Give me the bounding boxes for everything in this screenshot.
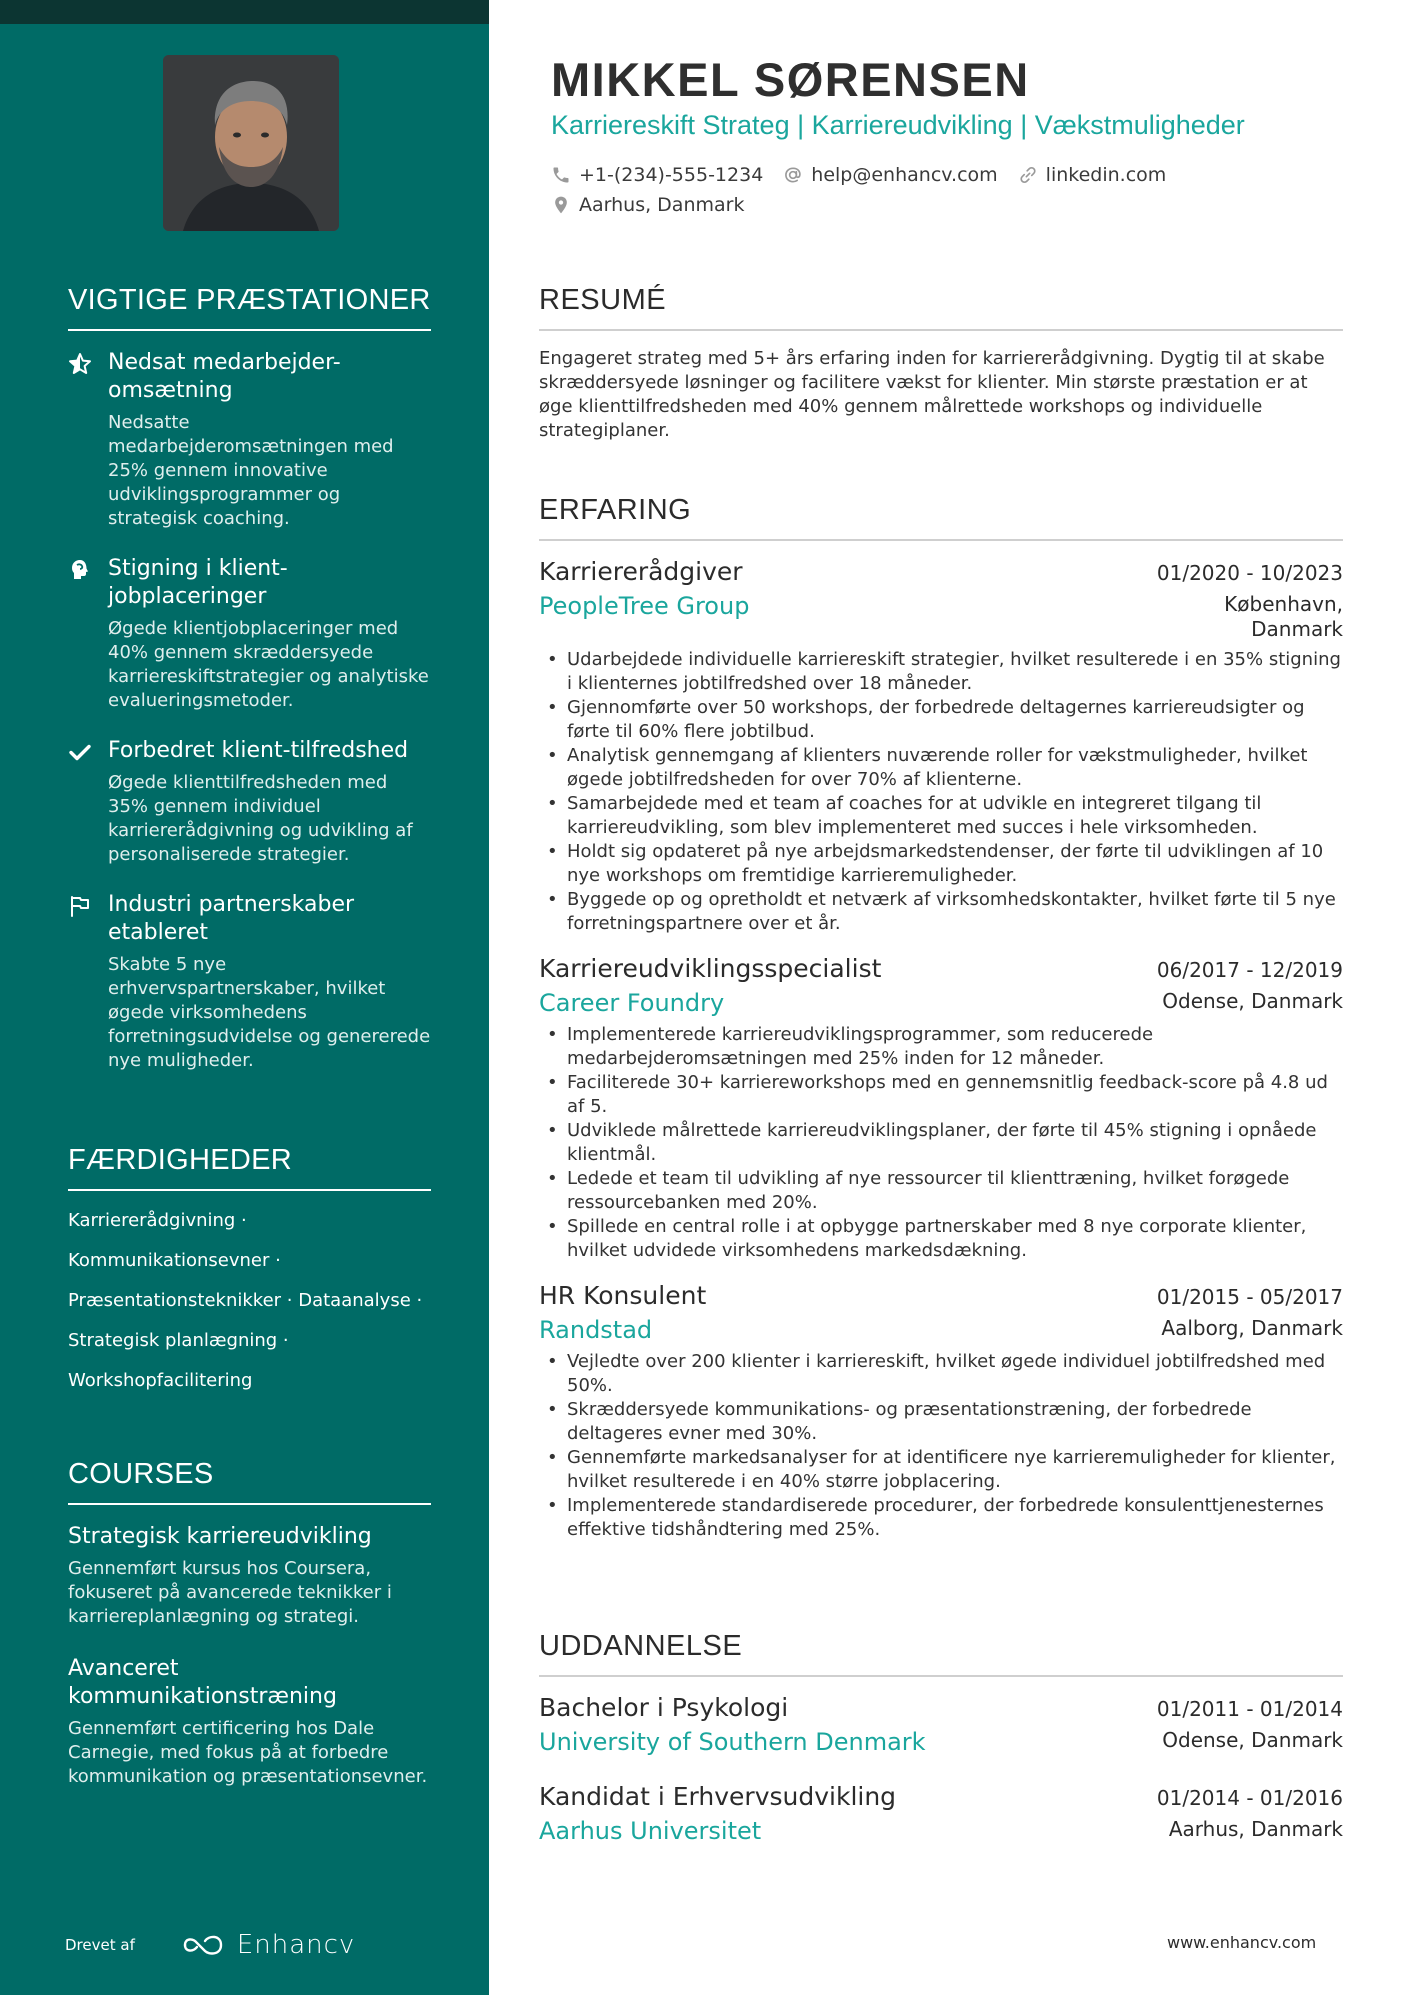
courses-heading: COURSES bbox=[68, 1458, 431, 1505]
achievement-title: Forbedret klient-tilfredshed bbox=[108, 738, 409, 763]
job-dates: 01/2015 - 05/2017 bbox=[1156, 1285, 1343, 1309]
job-title: Karriererådgiver bbox=[539, 557, 743, 586]
education-section bbox=[539, 1630, 1343, 1871]
achievement-title: Nedsat medarbejder-omsætning bbox=[108, 350, 341, 403]
job-entry bbox=[539, 1281, 1343, 1542]
job-location bbox=[1224, 592, 1343, 642]
achievements-section bbox=[68, 284, 431, 1097]
enhancv-logo-icon bbox=[181, 1933, 227, 1957]
sidebar bbox=[0, 0, 489, 1995]
achievement-description: Øgede klientjobplaceringer med 40% gennem skræddersyede karriereskiftstrategier og analytiske evalueringsmetoder. bbox=[108, 618, 429, 711]
phone-text: +1-(234)-555-1234 bbox=[579, 164, 764, 186]
achievement-description: Nedsatte medarbejderomsætningen med 25% gennem innovative udviklingsprogrammer og strategisk coaching. bbox=[108, 412, 394, 529]
skill-item: Workshopfacilitering bbox=[68, 1370, 253, 1391]
location-pin-icon bbox=[551, 195, 571, 215]
skills-section bbox=[68, 1144, 431, 1409]
experience-section bbox=[539, 494, 1343, 1560]
job-title: Karriereudviklingsspecialist bbox=[539, 954, 882, 983]
job-title: HR Konsulent bbox=[539, 1281, 707, 1310]
education-dates: 01/2011 - 01/2014 bbox=[1156, 1697, 1343, 1721]
education-heading: UDDANNELSE bbox=[539, 1630, 1343, 1677]
job-dates: 06/2017 - 12/2019 bbox=[1156, 958, 1343, 982]
job-bullets bbox=[539, 648, 1343, 936]
job-bullet: • Gjennomførte over 50 workshops, der forbedrede deltagernes karriereudsigter og førte til 60% flere jobtilbud. bbox=[567, 696, 1343, 744]
education-degree: Bachelor i Psykologi bbox=[539, 1693, 789, 1722]
powered-by-label: Drevet af bbox=[65, 1936, 135, 1954]
skill-item: Strategisk planlægning · bbox=[68, 1330, 289, 1351]
skill-item: Præsentationsteknikker · Dataanalyse · bbox=[68, 1290, 423, 1311]
star-half-icon bbox=[68, 352, 92, 376]
footer-url[interactable]: www.enhancv.com bbox=[1167, 1933, 1317, 1952]
job-bullet: • Samarbejdede med et team af coaches for at udvikle en integreret tilgang til karriereudvikling, som blev implementeret med succes i hele virksomheden. bbox=[567, 792, 1343, 840]
course-item bbox=[68, 1523, 431, 1629]
location-contact bbox=[551, 194, 744, 216]
skills-list bbox=[68, 1209, 431, 1393]
job-bullet: • Implementerede standardiserede procedurer, der forbedrede konsulenttjenesternes effektive tidshåndtering med 25%. bbox=[567, 1494, 1343, 1542]
education-location: Odense, Danmark bbox=[1162, 1728, 1343, 1752]
job-bullet: • Gennemførte markedsanalyser for at identificere nye karrieremuligheder for klienter, hvilket resulterede i en 40% større jobplacering. bbox=[567, 1446, 1343, 1494]
job-bullet: • Spillede en central rolle i at opbygge partnerskaber med 8 nye corporate klienter, hvilket udvidede virksomhedens markedsdækning. bbox=[567, 1215, 1343, 1263]
email-text: help@enhancv.com bbox=[811, 164, 998, 186]
candidate-name: MIKKEL SØRENSEN bbox=[551, 53, 1030, 106]
profile-photo bbox=[163, 55, 339, 231]
linkedin-contact[interactable] bbox=[1018, 164, 1167, 186]
job-entry bbox=[539, 954, 1343, 1263]
skills-heading: FÆRDIGHEDER bbox=[68, 1144, 431, 1191]
course-title: Avanceret kommunikationstræning bbox=[68, 1656, 337, 1709]
linkedin-text: linkedin.com bbox=[1045, 164, 1167, 186]
check-icon bbox=[68, 740, 92, 764]
course-item bbox=[68, 1655, 431, 1789]
skill-item: Karriererådgivning · bbox=[68, 1210, 247, 1231]
job-bullet: • Udviklede målrettede karriereudviklingsplaner, der førte til 45% stigning i opnåede klientmål. bbox=[567, 1119, 1343, 1167]
skill-item: Kommunikationsevner · bbox=[68, 1250, 281, 1271]
education-entry bbox=[539, 1782, 1343, 1845]
location-text: Aarhus, Danmark bbox=[579, 194, 745, 216]
job-bullet: • Vejledte over 200 klienter i karriereskift, hvilket øgede individuel jobtilfredshed med 50%. bbox=[567, 1350, 1343, 1398]
job-bullet: • Udarbejdede individuelle karriereskift strategier, hvilket resulterede i en 35% stigning i klienternes jobtilfredshed over 18 måneder. bbox=[567, 648, 1343, 696]
course-title: Strategisk karriereudvikling bbox=[68, 1524, 372, 1549]
education-school: University of Southern Denmark bbox=[539, 1728, 926, 1756]
achievement-description: Skabte 5 nye erhvervspartnerskaber, hvilket øgede virksomhedens forretningsudvidelse og genererede nye muligheder. bbox=[108, 954, 431, 1071]
job-bullet: • Byggede op og opretholdt et netværk af virksomhedskontakter, hvilket førte til 5 nye forretningspartnere over et år. bbox=[567, 888, 1343, 936]
link-icon bbox=[1018, 165, 1038, 185]
job-bullets bbox=[539, 1350, 1343, 1542]
job-dates: 01/2020 - 10/2023 bbox=[1156, 561, 1343, 585]
phone-icon bbox=[551, 165, 571, 185]
course-description: Gennemført kursus hos Coursera, fokuseret på avancerede teknikker i karriereplanlægning og strategi. bbox=[68, 1558, 392, 1627]
summary-section bbox=[539, 284, 1343, 443]
job-location-line: Danmark bbox=[1251, 617, 1343, 641]
at-icon bbox=[783, 165, 803, 185]
job-bullet: • Analytisk gennemgang af klienters nuværende roller for vækstmuligheder, hvilket øgede jobtilfredsheden for over 70% af klienterne. bbox=[567, 744, 1343, 792]
education-school: Aarhus Universitet bbox=[539, 1817, 762, 1845]
job-bullet: • Skræddersyede kommunikations- og præsentationstræning, der forbedrede deltageres evner med 30%. bbox=[567, 1398, 1343, 1446]
courses-section bbox=[68, 1458, 431, 1815]
education-dates: 01/2014 - 01/2016 bbox=[1156, 1786, 1343, 1810]
achievements-heading: VIGTIGE PRÆSTATIONER bbox=[68, 284, 431, 331]
job-company: PeopleTree Group bbox=[539, 592, 750, 620]
achievement-item bbox=[68, 555, 431, 713]
achievement-description: Øgede klienttilfredsheden med 35% gennem individuel karriererådgivning og udvikling af personaliserede strategier. bbox=[108, 772, 413, 865]
job-company: Randstad bbox=[539, 1316, 653, 1344]
job-company: Career Foundry bbox=[539, 989, 725, 1017]
achievement-title: Stigning i klient-jobplaceringer bbox=[108, 556, 288, 609]
achievement-item bbox=[68, 737, 431, 867]
job-location: Aalborg, Danmark bbox=[1161, 1316, 1343, 1340]
education-entry bbox=[539, 1693, 1343, 1756]
job-bullet: • Faciliterede 30+ karriereworkshops med en gennemsnitlig feedback-score på 4.8 ud af 5. bbox=[567, 1071, 1343, 1119]
candidate-tagline: Karriereskift Strateg | Karriereudvikling | Vækstmuligheder bbox=[551, 110, 1245, 140]
brand-name[interactable]: Enhancv bbox=[236, 1930, 356, 1960]
phone-contact[interactable] bbox=[551, 164, 763, 186]
flag-icon bbox=[68, 894, 92, 918]
job-bullet: • Ledede et team til udvikling af nye ressourcer til klienttræning, hvilket forøgede ressourcebanken med 20%. bbox=[567, 1167, 1343, 1215]
job-entry bbox=[539, 557, 1343, 936]
achievement-title: Industri partnerskaber etableret bbox=[108, 892, 355, 945]
job-location-line: København, bbox=[1224, 592, 1343, 616]
contact-info bbox=[551, 160, 1331, 220]
education-location: Aarhus, Danmark bbox=[1168, 1817, 1343, 1841]
course-description: Gennemført certificering hos Dale Carnegie, med fokus på at forbedre kommunikation og præsentationsevner. bbox=[68, 1718, 428, 1787]
job-bullet: • Holdt sig opdateret på nye arbejdsmarkedstendenser, der førte til udviklingen af 10 nye workshops om fremtidige karrieremuligheder. bbox=[567, 840, 1343, 888]
summary-text: Engageret strateg med 5+ års erfaring inden for karriererådgivning. Dygtig til at skabe skræddersyede løsninger og facilitere vækst for klienter. Min største præstation er at øge klienttilfredsheden med 40% gennem målrettede workshops og individuelle strategiplaner. bbox=[539, 348, 1325, 441]
education-degree: Kandidat i Erhvervsudvikling bbox=[539, 1782, 897, 1811]
achievement-item bbox=[68, 891, 431, 1073]
powered-by bbox=[65, 1930, 355, 1960]
head-icon bbox=[68, 558, 92, 582]
job-bullets bbox=[539, 1023, 1343, 1263]
job-location: Odense, Danmark bbox=[1162, 989, 1343, 1013]
experience-heading: ERFARING bbox=[539, 494, 1343, 541]
email-contact[interactable] bbox=[783, 164, 997, 186]
achievement-item bbox=[68, 349, 431, 531]
summary-heading: RESUMÉ bbox=[539, 284, 1343, 331]
sidebar-top-bar bbox=[0, 0, 489, 24]
job-bullet: • Implementerede karriereudviklingsprogrammer, som reducerede medarbejderomsætningen med 25% inden for 12 måneder. bbox=[567, 1023, 1343, 1071]
